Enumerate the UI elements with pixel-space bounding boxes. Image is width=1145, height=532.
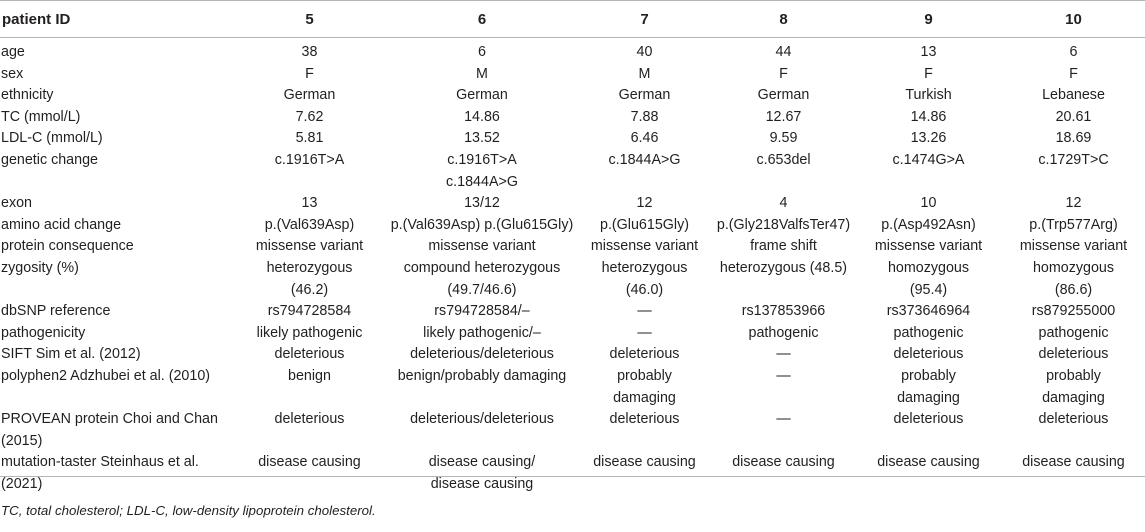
table-cell: rs879255000 [1031, 303, 1116, 320]
table-cell: 13.52 [464, 130, 500, 147]
header-cell-7: 7 [577, 1, 712, 38]
table-cell: — [776, 346, 791, 363]
table-cell: deleterious [1038, 346, 1109, 363]
table-cell: rs794728584 [267, 303, 352, 320]
table-cell: missense variant [590, 238, 699, 255]
table-cell: probably damaging [1042, 367, 1105, 406]
table-row [0, 409, 1145, 452]
table-cell: M [476, 65, 488, 82]
table-cell: c.1474G>A [892, 151, 965, 168]
row-label: mutation-taster Steinhaus et al. (2021) [1, 454, 199, 492]
row-label: pathogenicity [1, 324, 86, 341]
table-cell: heterozygous (46.2) [266, 259, 353, 298]
table-cell: — [776, 411, 791, 428]
table-bottom-rule [0, 476, 1145, 477]
table-cell: deleterious [1038, 411, 1109, 428]
table-cell: — [637, 303, 652, 320]
table-cell: missense variant [874, 238, 983, 255]
table-cell: deleterious [274, 411, 345, 428]
table-cell: F [305, 65, 314, 82]
table-cell: deleterious [609, 411, 680, 428]
table-cell: 14.86 [464, 108, 500, 125]
table-cell: heterozygous (48.5) [719, 259, 848, 276]
table-cell: deleterious/deleterious [410, 411, 554, 428]
table-cell: homozygous (95.4) [887, 259, 970, 298]
table-cell: German [757, 87, 810, 104]
table-cell: 10 [920, 195, 937, 212]
table-cell: c.1844A>G [608, 151, 681, 168]
table-cell: rs137853966 [741, 303, 826, 320]
header-cell-8: 8 [712, 1, 855, 38]
table-cell: Lebanese [1042, 87, 1105, 104]
table-cell: p.(Val639Asp) [264, 216, 355, 233]
table-cell: rs794728584/– [434, 303, 530, 320]
table-cell: 12.67 [765, 108, 802, 125]
table-row [0, 193, 1145, 215]
table-cell: Turkish [905, 87, 952, 104]
table-cell: — [776, 367, 791, 384]
row-label: ethnicity [1, 87, 54, 104]
row-label: exon [1, 195, 33, 212]
table-cell: 6.46 [630, 130, 659, 147]
row-label: SIFT Sim et al. (2012) [1, 346, 141, 363]
header-cell-10: 10 [1002, 1, 1145, 38]
table-row [0, 236, 1145, 258]
table-cell: probably damaging [897, 367, 960, 406]
table-cell: 9.59 [769, 130, 798, 147]
row-label: genetic change [1, 151, 98, 168]
table-cell: M [638, 65, 651, 82]
table-cell: missense variant [255, 238, 364, 255]
table-cell: disease causing [258, 454, 361, 471]
table-cell: benign [288, 367, 331, 384]
header-cell-patient-id: patient ID [0, 1, 232, 38]
table-row [0, 323, 1145, 345]
row-label: PROVEAN protein Choi and Chan (2015) [1, 411, 218, 449]
table-row [0, 344, 1145, 366]
table-cell: 7.62 [295, 108, 324, 125]
table-cell: 40 [636, 44, 653, 60]
table-cell: 6 [1069, 44, 1078, 60]
table-cell: p.(Gly218ValfsTer47) [716, 216, 851, 233]
table-cell: deleterious [893, 346, 964, 363]
table-cell: F [924, 65, 933, 82]
table-cell: frame shift [750, 238, 817, 255]
table-cell: rs373646964 [886, 303, 971, 320]
header-row [0, 1, 1145, 38]
row-label: dbSNP reference [1, 303, 111, 320]
table-cell: 14.86 [910, 108, 947, 125]
table-cell: p.(Trp577Arg) [1029, 216, 1118, 233]
table-cell: missense variant [1019, 238, 1128, 255]
table-cell: F [1069, 65, 1078, 82]
table-cell: p.(Val639Asp) p.(Glu615Gly) [390, 216, 574, 233]
table-cell: likely pathogenic/– [423, 324, 541, 341]
header-cell-9: 9 [855, 1, 1002, 38]
table-cell: 13 [301, 195, 318, 212]
table-cell: likely pathogenic [256, 324, 363, 341]
table-cell: 18.69 [1055, 130, 1092, 147]
table-cell: missense variant [428, 238, 536, 255]
table-cell: heterozygous (46.0) [601, 259, 688, 298]
table-cell: German [618, 87, 671, 104]
table-cell: disease causing [732, 454, 835, 471]
table-cell: deleterious/deleterious [410, 346, 554, 363]
table-cell: c.1729T>C [1038, 151, 1109, 168]
table-cell: c.1916T>A [274, 151, 345, 168]
table-cell: disease causing [1022, 454, 1125, 471]
table-cell: disease causing [593, 454, 696, 471]
table-cell: German [283, 87, 336, 104]
table-cell: disease causing/ disease causing [428, 454, 536, 492]
header-cell-6: 6 [387, 1, 577, 38]
row-label: zygosity (%) [1, 259, 79, 276]
row-label: sex [1, 65, 24, 82]
table-row [0, 107, 1145, 129]
table-cell: deleterious [893, 411, 964, 428]
table-row [0, 301, 1145, 323]
table-cell: 7.88 [630, 108, 659, 125]
table-cell: 4 [779, 195, 788, 212]
table-row [0, 38, 1145, 64]
table-row [0, 85, 1145, 107]
table-footnote: TC, total cholesterol; LDL-C, low-density lipoprotein cholesterol. [1, 503, 376, 518]
table-cell: 20.61 [1055, 108, 1092, 125]
table-row [0, 366, 1145, 409]
table-cell: 38 [301, 44, 318, 60]
table-cell: 5.81 [295, 130, 324, 147]
header-cell-5: 5 [232, 1, 387, 38]
table-row [0, 150, 1145, 193]
table-cell: p.(Asp492Asn) [881, 216, 976, 233]
table-cell: 13 [920, 44, 937, 60]
table-cell: pathogenic [893, 324, 964, 341]
table-cell: benign/probably damaging [397, 367, 567, 384]
table-cell: compound heterozygous (49.7/46.6) [403, 259, 561, 298]
table-cell: deleterious [274, 346, 345, 363]
table-cell: German [456, 87, 508, 104]
table-cell: deleterious [609, 346, 680, 363]
table-cell: pathogenic [1038, 324, 1109, 341]
row-label: age [1, 44, 25, 60]
table-cell: disease causing [877, 454, 980, 471]
row-label: LDL-C (mmol/L) [1, 130, 103, 147]
table-cell: p.(Glu615Gly) [600, 216, 689, 233]
table-body [0, 38, 1145, 499]
table-cell: — [637, 324, 652, 341]
row-label: polyphen2 Adzhubei et al. (2010) [1, 367, 211, 384]
table-cell: 12 [636, 195, 653, 212]
table-cell: c.653del [756, 151, 811, 168]
table-cell: 13.26 [910, 130, 947, 147]
table-cell: probably damaging [613, 367, 676, 406]
table-cell: 6 [478, 44, 486, 60]
table-cell: 44 [775, 44, 792, 60]
row-label: protein consequence [1, 238, 134, 255]
row-label: amino acid change [1, 216, 122, 233]
table-cell: 13/12 [464, 195, 500, 212]
row-label: TC (mmol/L) [1, 108, 81, 125]
table-cell: c.1916T>A c.1844A>G [446, 151, 518, 190]
table-cell: pathogenic [748, 324, 819, 341]
table-cell: homozygous (86.6) [1032, 259, 1115, 298]
table-cell: 12 [1065, 195, 1082, 212]
table-row [0, 258, 1145, 301]
table-row [0, 64, 1145, 86]
table-cell: F [779, 65, 788, 82]
table-row [0, 215, 1145, 237]
table-row [0, 128, 1145, 150]
